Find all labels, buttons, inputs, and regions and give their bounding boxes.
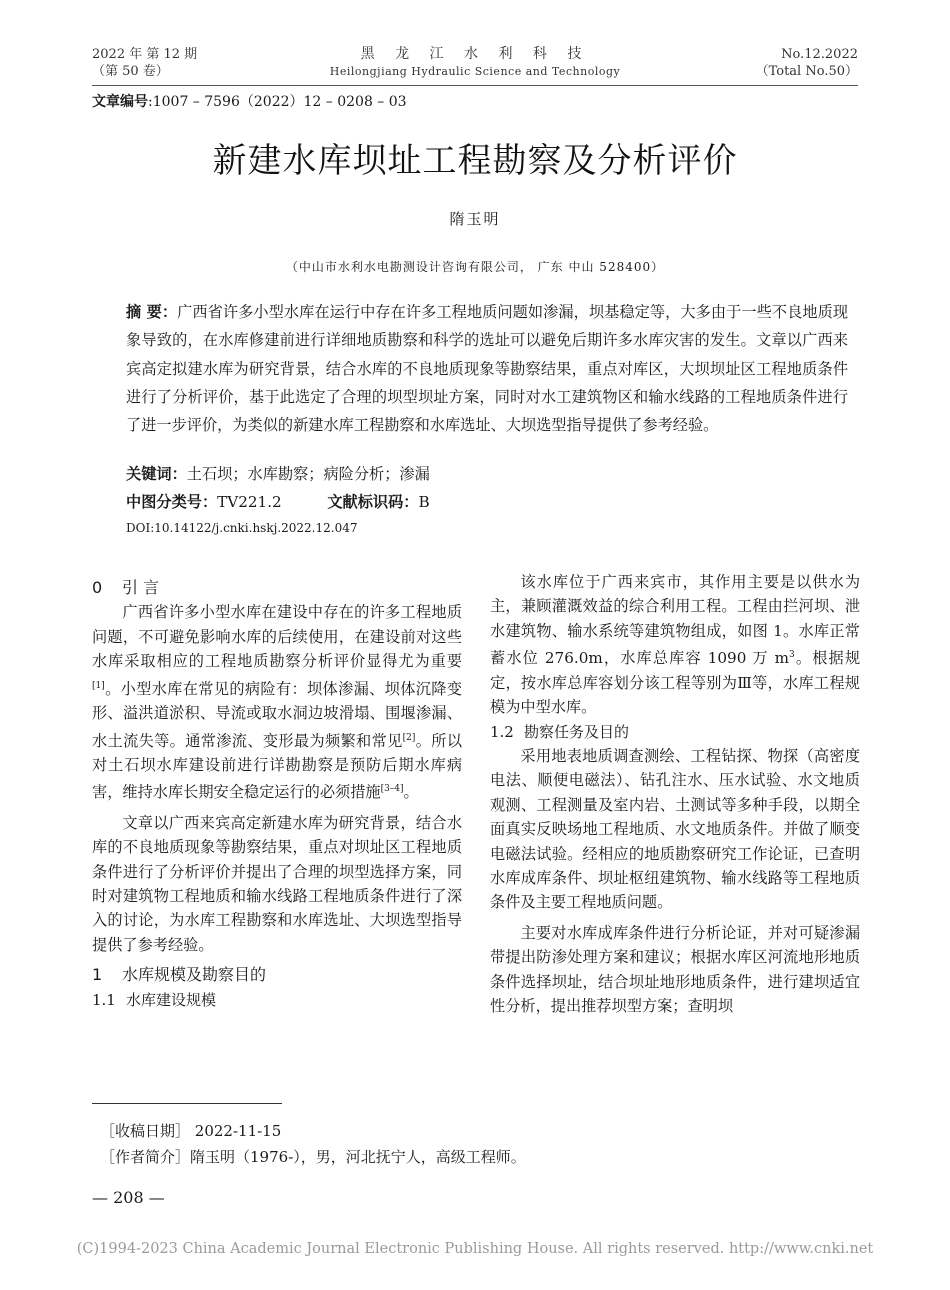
- section-1-1-title: 水库建设规模: [126, 990, 217, 1009]
- section-1-2-number: 1.2: [490, 722, 514, 741]
- section-1-1-number: 1.1: [92, 990, 116, 1009]
- section-0-number: 0: [92, 578, 103, 597]
- header-no: No.12.2022: [781, 47, 858, 62]
- citation-1: [1]: [92, 680, 105, 691]
- author-bio-label: ［作者简介］: [100, 1148, 191, 1166]
- header-issue: 2022 年 第 12 期: [92, 47, 198, 62]
- scale-text-b: 。根据规定，按水库总库容划分该工程等别为Ⅲ等，水库工程规模为中型水库。: [490, 649, 861, 717]
- citation-3-4: [3–4]: [380, 784, 404, 795]
- section-1-title: 水库规模及勘察目的: [122, 965, 267, 985]
- keywords-label: 关键词：: [126, 465, 187, 483]
- footnote-divider: [92, 1103, 282, 1104]
- intro-p1-text-b: 。小型水库在常见的病险有：坝体渗漏、坝体沉降变形、溢洪道淤积、导流或取水洞边坡滑塌、围堰渗漏、水土流失等。通常渗流、变形最为频繁和常见: [92, 679, 462, 750]
- article-number-value: :1007 – 7596（2022）12 – 0208 – 03: [148, 94, 407, 110]
- clc-label: 中图分类号：: [126, 493, 218, 511]
- header-volume-info: [92, 46, 197, 80]
- cubic-superscript: 3: [789, 650, 795, 661]
- survey-goals-paragraph: 主要对水库成库条件进行分析论证，并对可疑渗漏带提出防渗处理方案和建议；根据水库区河流地形地质条件选择坝址，结合坝址地形地质条件，进行建坝适宜性分析，提出推荐坝型方案；查明坝: [490, 923, 860, 1015]
- doc-code-label: 文献标识码：: [327, 493, 419, 511]
- clc-value: TV221.2: [217, 493, 282, 511]
- abstract: [126, 298, 848, 439]
- section-1-number: 1: [92, 965, 103, 985]
- paper-title: 新建水库坝址工程勘察及分析评价: [212, 141, 738, 181]
- journal-name: [240, 46, 710, 80]
- article-number: [92, 91, 407, 111]
- author-name: 隋玉明: [449, 210, 501, 228]
- journal-name-en: Heilongjiang Hydraulic Science and Technology: [329, 65, 621, 78]
- intro-p1-text-c: 。所以对土石坝水库建设前进行详勘勘察是预防后期水库病害，维持水库长期安全稳定运行的必须措施: [92, 731, 463, 802]
- abstract-text: 广西省许多小型水库在运行中存在许多工程地质问题如渗漏，坝基稳定等，大多由于一些不良地质现象导致的，在水库修建前进行详细地质勘察和科学的选址可以避免后期许多水库灾害的发生。文章以广西来宾高定拟建水库为研究背景，结合水库的不良地质现象等勘察结果，重点对库区，大坝坝址区工程地质条件进行了分析评价，基于此选定了合理的坝型坝址方案，同时对水工建筑物区和输水线路的工程地质条件进行了进一步评价，为类似的新建水库工程勘察和水库选址、大坝选型指导提供了参考经验。: [126, 303, 849, 435]
- scale-paragraph: [490, 570, 860, 720]
- survey-methods-paragraph: 采用地表地质调查测绘、工程钻探、物探（高密度电法、顺便电磁法）、钻孔注水、压水试验、水文地质观测、工程测量及室内岩、土测试等多种手段，以期全面真实反映场地工程地质、水文地质条件。并做了顺变电磁法试验。经相应的地质勘察研究工作论证，已查明水库成库条件、坝址枢纽建筑物、输水线路等工程地质条件及主要工程地质问题。: [490, 746, 860, 912]
- intro-paragraph-2: 文章以广西来宾高定新建水库为研究背景，结合水库的不良地质现象等勘察结果，重点对坝址区工程地质条件进行了分析评价并提出了合理的坝型选择方案，同时对建筑物工程地质和输水线路工程地质条件进行了深入的讨论，为水库工程勘察和水库选址、大坝选型指导提供了参考经验。: [92, 813, 462, 954]
- header-divider: [92, 85, 858, 86]
- header-number-info: [756, 46, 858, 80]
- doi: DOI:10.14122/j.cnki.hskj.2022.12.047: [126, 521, 358, 535]
- author-bio-value: 隋玉明（1976-），男，河北抚宁人，高级工程师。: [190, 1148, 526, 1166]
- keywords-text: 土石坝；水库勘察；病险分析；渗漏: [186, 465, 430, 483]
- left-column: [92, 576, 462, 1012]
- received-date-label: ［收稿日期］: [100, 1122, 191, 1140]
- section-0-title: 引 言: [122, 578, 160, 597]
- classification: [126, 491, 430, 512]
- keywords: [126, 463, 430, 484]
- intro-paragraph-1: [92, 600, 462, 804]
- intro-p1-text-a: 广西省许多小型水库在建设中存在的许多工程地质问题，不可避免影响水库的后续使用，在建设前对这些水库采取相应的工程地质勘察分析评价显得尤为重要: [92, 603, 462, 671]
- footnote-received: [100, 1120, 281, 1141]
- header-volume: （第 50 卷）: [92, 64, 169, 79]
- citation-2: [2]: [402, 732, 416, 743]
- section-1-heading: [92, 963, 462, 987]
- abstract-label: 摘 要：: [126, 303, 178, 321]
- received-date-value: 2022-11-15: [190, 1122, 282, 1140]
- footnote-author: [100, 1146, 526, 1167]
- scale-text-a: 该水库位于广西来宾市，其作用主要是以供水为主，兼顾灌溉效益的综合利用工程。工程由拦河坝、泄水建筑物、输水系统等建筑物组成，如图 1。水库正常蓄水位 276.0m，水库总库容 1090 万 m: [490, 573, 860, 668]
- right-column: [490, 570, 860, 1018]
- article-number-label: 文章编号: [92, 94, 148, 110]
- copyright-notice: (C)1994-2023 China Academic Journal Electronic Publishing House. All rights reserved. http://www.cnki.net: [76, 1241, 874, 1257]
- section-1-1-heading: [92, 988, 462, 1012]
- section-0-heading: [92, 576, 462, 600]
- section-1-2-title: 勘察任务及目的: [524, 722, 630, 741]
- author-affiliation: （中山市水利水电勘测设计咨询有限公司， 广东 中山 528400）: [285, 260, 665, 274]
- intro-p1-text-d: 。: [403, 783, 419, 802]
- doc-code-value: B: [418, 493, 430, 511]
- journal-name-cn: 黑 龙 江 水 利 科 技: [360, 46, 590, 62]
- page-number: — 208 —: [92, 1188, 165, 1207]
- header-total: （Total No.50）: [755, 64, 858, 79]
- section-1-2-heading: [490, 720, 860, 744]
